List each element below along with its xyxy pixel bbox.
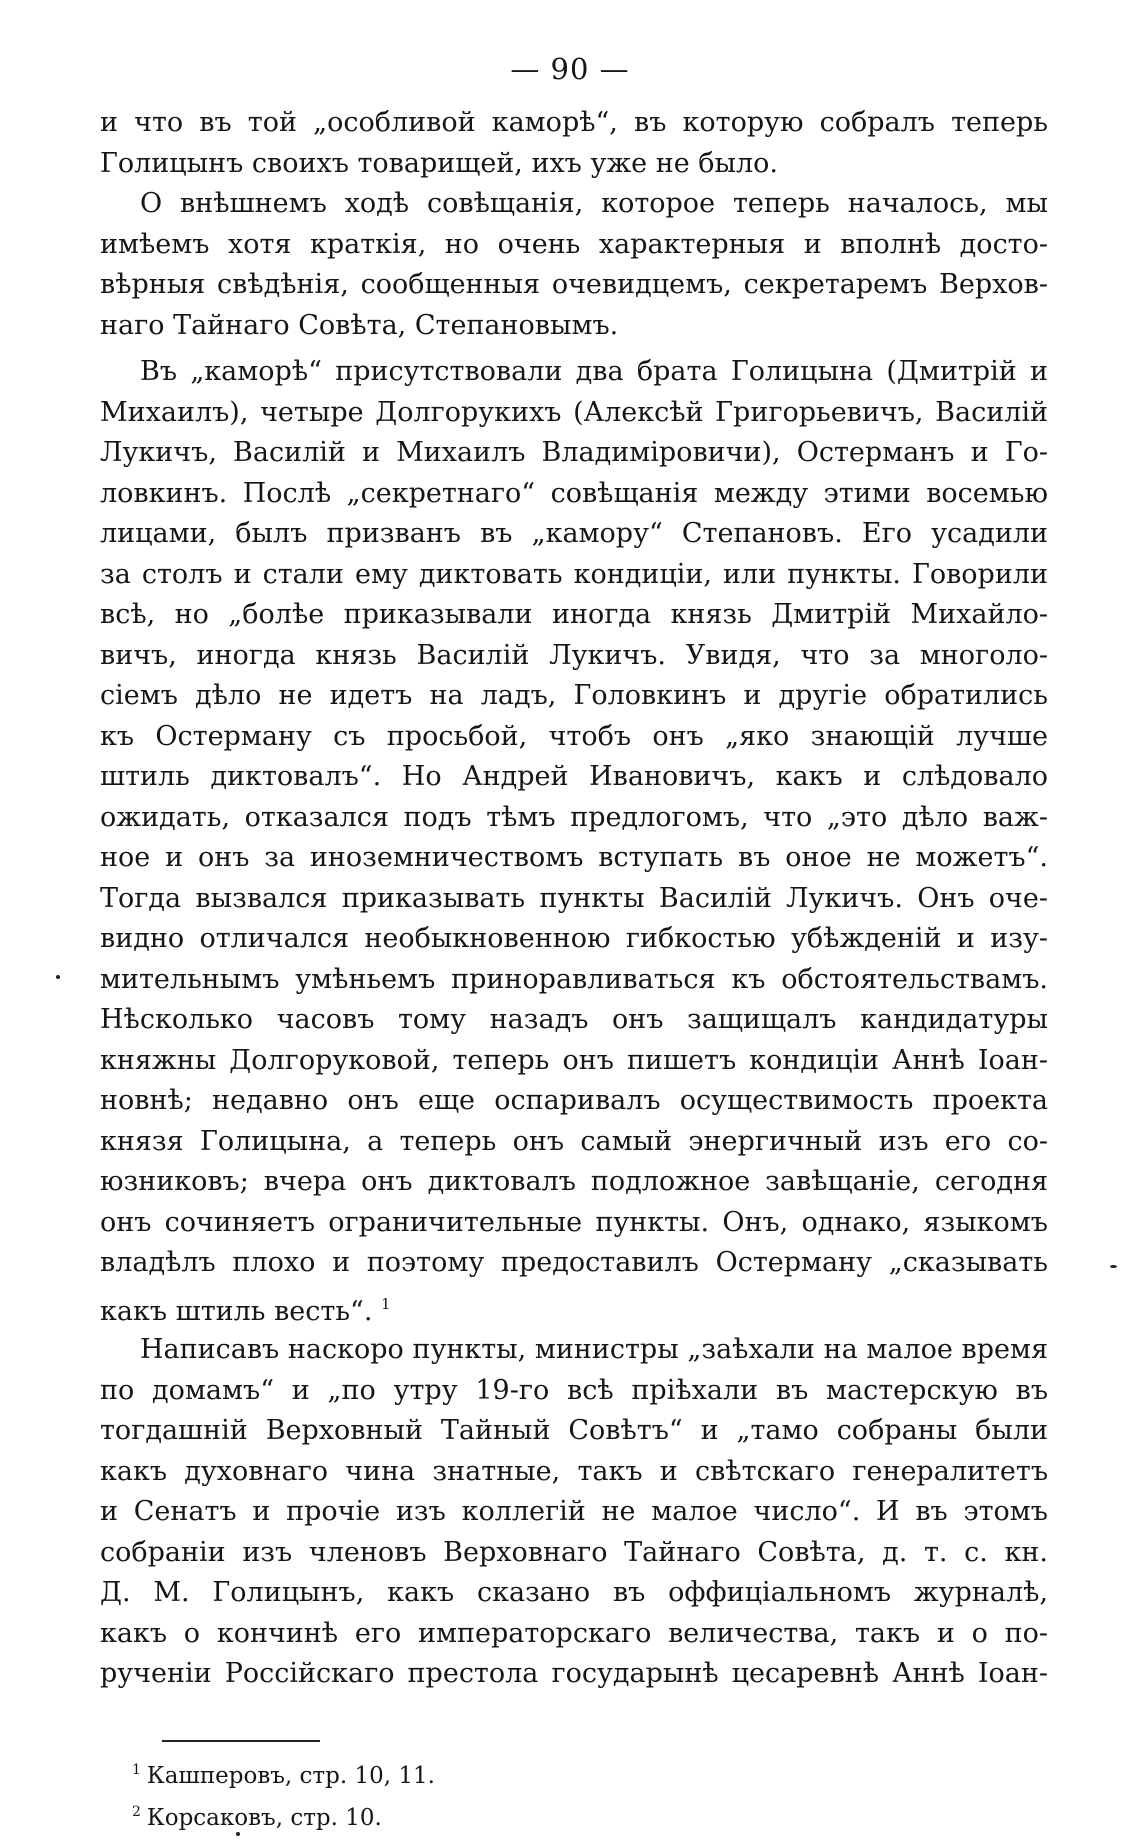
page-number: — 90 — bbox=[510, 52, 630, 86]
text-line: какъ о кончинѣ его императорскаго величества, такъ и о по- bbox=[100, 1617, 1048, 1649]
text-line-content: какъ штиль весть“. bbox=[100, 1295, 373, 1327]
text-line: какъ духовнаго чина знатные, такъ и свѣтскаго генералитетъ bbox=[100, 1455, 1048, 1487]
text-line: штиль диктовалъ“. Но Андрей Ивановичъ, какъ и слѣдовало bbox=[100, 761, 1048, 792]
text-line: мительнымъ умѣньемъ приноравливаться къ обстоятельствамъ. bbox=[100, 963, 1048, 995]
text-line: къ Остерману съ просьбой, чтобъ онъ „яко знающій лучше bbox=[100, 720, 1048, 752]
text-line: онъ сочиняетъ ограничительные пункты. Онъ, однако, языкомъ bbox=[100, 1206, 1048, 1238]
paragraph bbox=[100, 352, 1048, 1327]
text-line: ловкинъ. Послѣ „секретнаго“ совѣщанія между этими восемью bbox=[100, 477, 1048, 509]
text-line: ожидать, отказался подъ тѣмъ предлогомъ, что „это дѣло важ- bbox=[100, 801, 1048, 833]
text-line: новнѣ; недавно онъ еще оспаривалъ осуществимость проекта bbox=[100, 1085, 1048, 1116]
text-line: за столъ и стали ему диктовать кондиціи, или пункты. Говорили bbox=[100, 558, 1048, 590]
paragraph bbox=[100, 184, 1048, 346]
paragraph bbox=[100, 103, 1048, 184]
text-line: всѣ, но „болѣе приказывали иногда князь Дмитрій Михайло- bbox=[100, 599, 1048, 630]
text-line: собраніи изъ членовъ Верховнаго Тайнаго Совѣта, д. т. с. кн. bbox=[100, 1536, 1048, 1568]
text-line: рученіи Россійскаго престола государынѣ цесаревнѣ Аннѣ Іоан- bbox=[100, 1658, 1048, 1689]
text-line: наго Тайнаго Совѣта, Степановымъ. bbox=[100, 309, 619, 341]
footnotes bbox=[132, 1752, 932, 1836]
text-line: ное и онъ за иноземничествомъ вступать въ оное не можетъ“. bbox=[100, 842, 1048, 873]
text-line: Д. М. Голицынъ, какъ сказано въ оффиціальномъ журналѣ, bbox=[100, 1577, 1048, 1608]
text-line: лицами, былъ призванъ въ „камору“ Степановъ. Его усадили bbox=[100, 518, 1048, 549]
footnote-text: Корсаковъ, стр. 10. bbox=[146, 1805, 382, 1831]
text-line: и что въ той „особливой каморѣ“, въ которую собралъ теперь bbox=[100, 107, 1048, 138]
scan-speck bbox=[56, 975, 60, 979]
text-line: Михаилъ), четыре Долгорукихъ (Алексѣй Григорьевичъ, Василій bbox=[100, 396, 1048, 428]
text-line: Тогда вызвался приказывать пункты Василій Лукичъ. Онъ оче- bbox=[100, 882, 1048, 914]
text-line: княжны Долгоруковой, теперь онъ пишетъ кондиціи Аннѣ Іоан- bbox=[100, 1044, 1048, 1076]
text-line: Въ „каморѣ“ присутствовали два брата Голицына (Дмитрій и bbox=[140, 356, 1048, 387]
text-line: владѣлъ плохо и поэтому предоставилъ Остерману „сказывать bbox=[100, 1247, 1048, 1278]
scan-speck bbox=[1110, 1265, 1117, 1268]
text-line: вѣрныя свѣдѣнія, сообщенныя очевидцемъ, секретаремъ Верхов- bbox=[100, 269, 1048, 300]
footnote-text: Кашперовъ, стр. 10, 11. bbox=[146, 1763, 435, 1789]
text-line: Голицынъ своихъ товарищей, ихъ уже не было. bbox=[100, 147, 779, 179]
text-line: князя Голицына, а теперь онъ самый энергичный изъ его со- bbox=[100, 1125, 1048, 1157]
footnote bbox=[132, 1752, 932, 1794]
text-line: юзниковъ; вчера онъ диктовалъ подложное завѣщаніе, сегодня bbox=[100, 1166, 1048, 1197]
text-line: тогдашній Верховный Тайный Совѣтъ“ и „тамо собраны были bbox=[100, 1415, 1048, 1446]
body-text bbox=[100, 103, 1048, 1695]
text-line: Написавъ наскоро пункты, министры „заѣхали на малое время bbox=[140, 1334, 1048, 1365]
footnote-divider bbox=[162, 1740, 320, 1742]
text-line: имѣемъ хотя краткія, но очень характерныя и вполнѣ досто- bbox=[100, 228, 1048, 260]
text-line: видно отличался необыкновенною гибкостью убѣжденій и изу- bbox=[100, 923, 1048, 954]
text-line: по домамъ“ и „по утру 19-го всѣ пріѣхали въ мастерскую въ bbox=[100, 1374, 1048, 1406]
text-line: Нѣсколько часовъ тому назадъ онъ защищалъ кандидатуры bbox=[100, 1004, 1048, 1035]
text-line: вичъ, иногда князь Василій Лукичъ. Увидя, что за многоло- bbox=[100, 639, 1048, 671]
footnote-number: 2 bbox=[132, 1804, 141, 1820]
scan-speck bbox=[236, 1832, 240, 1836]
paragraph bbox=[100, 1330, 1048, 1695]
footnote bbox=[132, 1794, 932, 1836]
text-line bbox=[100, 1284, 1048, 1325]
footnote-reference[interactable]: 1 bbox=[381, 1294, 391, 1313]
text-line: и Сенатъ и прочіе изъ коллегій не малое число“. И въ этомъ bbox=[100, 1496, 1048, 1527]
text-line: Лукичъ, Василій и Михаилъ Владиміровичи), Остерманъ и Го- bbox=[100, 437, 1048, 468]
footnote-number: 1 bbox=[132, 1762, 141, 1778]
text-line: О внѣшнемъ ходѣ совѣщанія, которое теперь началось, мы bbox=[140, 188, 1048, 219]
text-line: сіемъ дѣло не идетъ на ладъ, Головкинъ и другіе обратились bbox=[100, 680, 1048, 711]
